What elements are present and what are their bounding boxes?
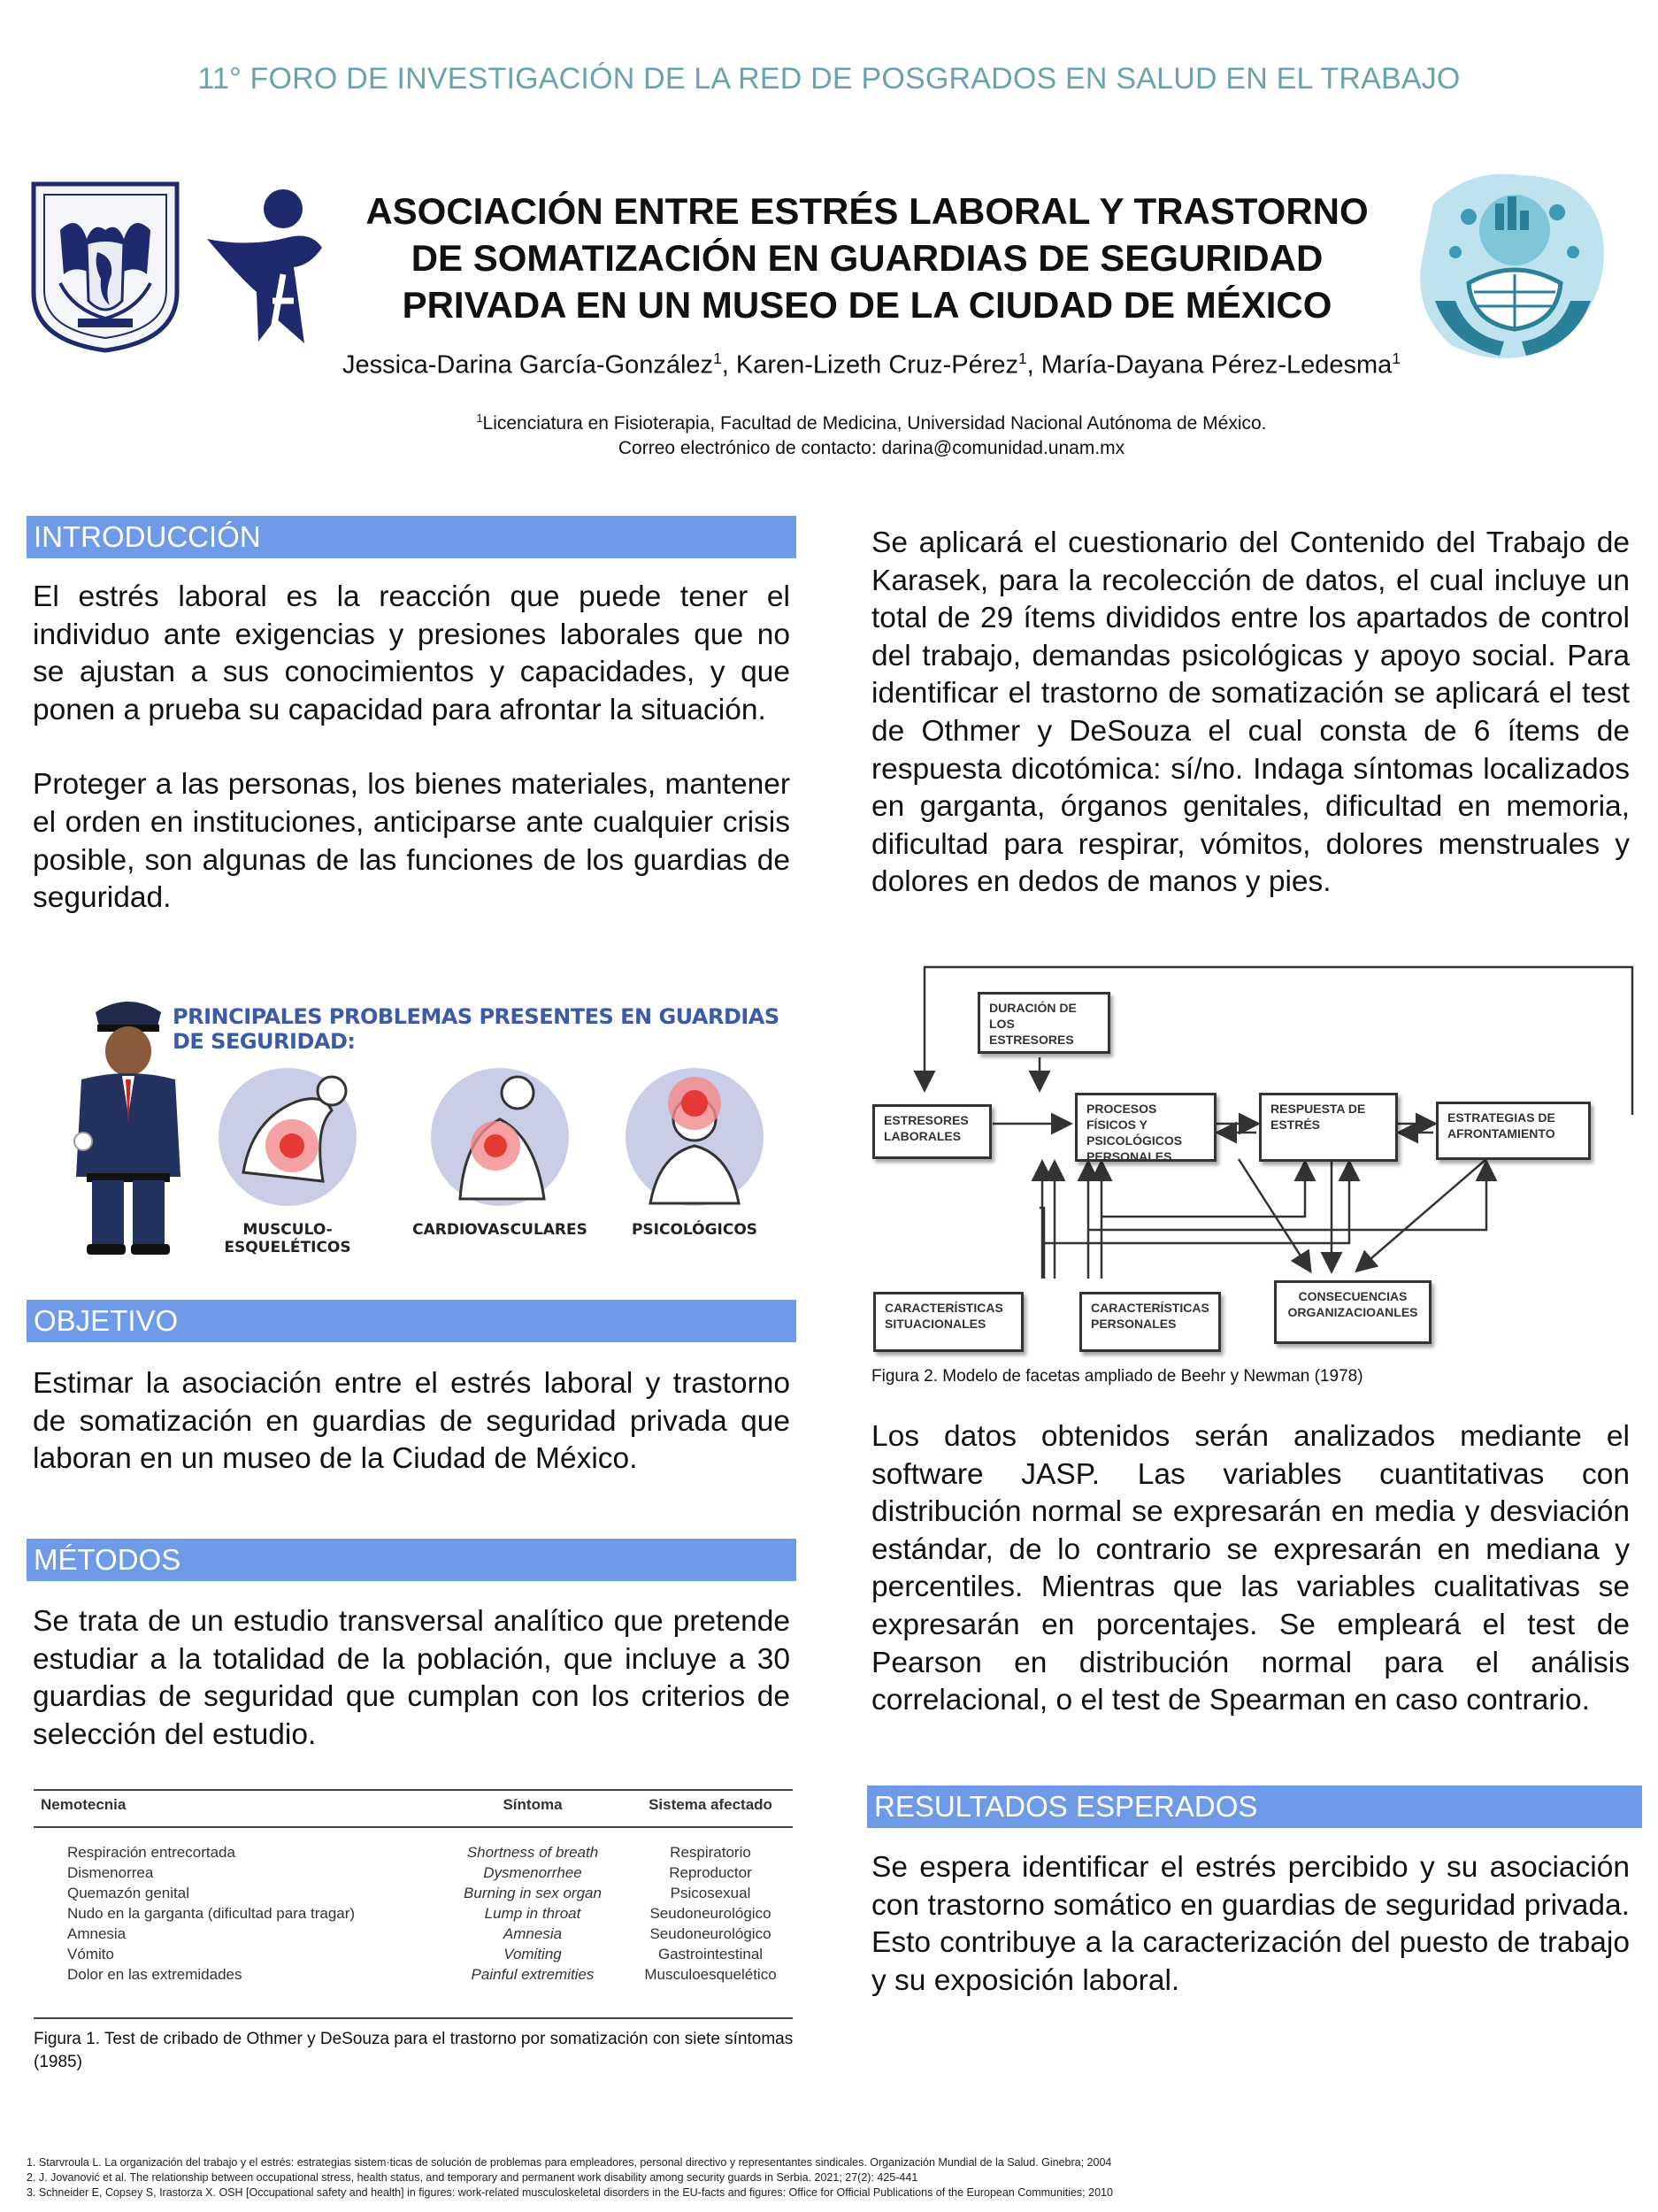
- author-2: Karen-Lizeth Cruz-Pérez: [735, 350, 1018, 380]
- box-procesos-personales: PROCESOS FÍSICOS Y PSICOLÓGICOS PERSONALES: [1075, 1093, 1217, 1162]
- box-caracteristicas-personales: CARACTERÍSTICAS PERSONALES: [1079, 1292, 1221, 1352]
- box-estresores-laborales: ESTRESORES LABORALES: [872, 1104, 992, 1159]
- back-pain-illustration: [199, 1048, 376, 1208]
- table-cell: Burning in sex organ: [464, 1885, 602, 1901]
- title-line-1: ASOCIACIÓN ENTRE ESTRÉS LABORAL Y TRASTORNO: [365, 190, 1369, 232]
- author-sep-2: ,: [1026, 350, 1041, 380]
- author-sep-1: ,: [721, 350, 736, 380]
- table-row: [34, 1903, 793, 1924]
- problem-label-cardio: CARDIOVASCULARES: [412, 1221, 587, 1239]
- box-duracion-estresores: DURACIÓN DE LOS ESTRESORES: [978, 992, 1110, 1054]
- author-3: María-Dayana Pérez-Ledesma: [1040, 350, 1393, 380]
- instrumentos-text: Se aplicará el cuestionario del Contenido del Trabajo de Karasek, para la recolección de datos, el cual incluye un total de 29 ítems divididos entre los apartados de control del trabajo, demandas psicológicas y apoyo social. Para identificar el trastorno de somatización se aplicará el test de Othmer y DeSouza el cual consta de 6 ítems de respuesta dicotómica: sí/no. Indaga síntomas localizados en garganta, órganos genitales, dificultad en memoria, dificultad para respirar, vómitos, dolores menstruales y dolores en dedos de manos y pies.: [871, 526, 1630, 899]
- problems-figure-title: PRINCIPALES PROBLEMAS PRESENTES EN GUARDIAS DE SEGURIDAD:: [173, 1004, 779, 1054]
- unam-seal-logo: [25, 177, 186, 354]
- fisioterapia-logo: [205, 186, 338, 345]
- affiliation-sup: 1: [476, 412, 483, 425]
- table-cell: Dolor en las extremidades: [67, 1966, 242, 1983]
- forum-title: 11° FORO DE INVESTIGACIÓN DE LA RED DE POSGRADOS EN SALUD EN EL TRABAJO: [197, 62, 1461, 96]
- table-cell: Shortness of breath: [466, 1844, 599, 1861]
- author-list: [327, 349, 1416, 380]
- table-cell: Amnesia: [503, 1925, 563, 1942]
- table-cell: Respiración entrecortada: [67, 1844, 235, 1861]
- box-consecuencias-organizacionales: CONSECUENCIAS ORGANIZACIOANLES: [1274, 1280, 1432, 1344]
- table-row: [34, 1842, 793, 1863]
- beehr-newman-diagram: [867, 960, 1637, 1354]
- table-cell: Musculoesquelético: [644, 1966, 777, 1983]
- contact-email: Correo electrónico de contacto: darina@comunidad.unam.mx: [618, 438, 1125, 458]
- table-cell: Dysmenorrhee: [483, 1864, 582, 1881]
- metodos-text: Se trata de un estudio transversal analítico que pretende estudiar a la totalidad de la población, que incluye a 30 guardias de seguridad que cumplan con los criterios de selección del estudio.: [33, 1605, 790, 1751]
- table-row: [34, 1883, 793, 1903]
- security-guard-illustration: [71, 991, 186, 1256]
- table-header-sistema: Sistema afectado: [628, 1791, 793, 1827]
- table-cell: Respiratorio: [670, 1844, 751, 1861]
- references: [27, 2155, 1637, 2200]
- table-row: [34, 1863, 793, 1883]
- figure-2-caption: Figura 2. Modelo de facetas ampliado de Beehr y Newman (1978): [871, 1367, 1363, 1386]
- affiliation: [327, 406, 1416, 461]
- table-header-nemotecnia: Nemotecnia: [34, 1791, 437, 1827]
- chest-pain-illustration: [411, 1048, 588, 1208]
- introduccion-paragraph-1: El estrés laboral es la reacción que puede tener el individuo ante exigencias y presiones laborales que no se ajustan a sus conocimientos y capacidades, y que ponen a prueba su capacidad para afrontar la situación.: [33, 580, 790, 726]
- box-caracteristicas-situacionales: CARACTERÍSTICAS SITUACIONALES: [873, 1292, 1024, 1352]
- reference-item-1: 1. Starvroula L. La organización del trabajo y el estrés: estrategias sistem·ticas de solución de problemas para empleadores, personal directivo y representantes sindicales. Organización Mundial de la Salud. Ginebra; 2004: [27, 2156, 1112, 2169]
- problems-figure: [53, 982, 787, 1265]
- section-header-metodos: MÉTODOS: [27, 1539, 796, 1581]
- title-line-3: PRIVADA EN UN MUSEO DE LA CIUDAD DE MÉXICO: [402, 284, 1332, 326]
- section-header-resultados: RESULTADOS ESPERADOS: [867, 1786, 1642, 1828]
- reference-item-3: 3. Schneider E, Copsey S, Irastorza X. OSH [Occupational safety and health] in figures: work-related musculoskeletal disorders in the EU-facts and figures: Office for Official Publications of the European Communities; 2010: [27, 2186, 1113, 2199]
- section-header-introduccion: INTRODUCCIÓN: [27, 516, 796, 558]
- othmer-table: [34, 1789, 793, 2019]
- analisis-text: Los datos obtenidos serán analizados mediante el software JASP. Las variables cuantitativas con distribución normal se expresarán en media y desviación estándar, de lo contrario se expresarán en mediana y percentiles. Mientras que las variables cualitativas se expresarán en porcentajes. Se empleará el test de Pearson en distribución normal para el análisis correlacional, o el test de Spearman en caso contrario.: [871, 1420, 1630, 1717]
- author-1: Jessica-Darina García-González: [342, 350, 714, 380]
- introduccion-paragraph-2: Proteger a las personas, los bienes materiales, mantener el orden en instituciones, anticiparse ante cualquier crisis posible, son algunas de las funciones de los guardias de seguridad.: [33, 768, 790, 915]
- section-header-objetivo: OBJETIVO: [27, 1300, 796, 1342]
- table-cell: Quemazón genital: [67, 1885, 189, 1901]
- table-cell: Psicosexual: [670, 1885, 751, 1901]
- problem-label-musculo: MUSCULO-ESQUELÉTICOS: [224, 1221, 351, 1256]
- table-cell: Lump in throat: [484, 1905, 581, 1922]
- table-row: [34, 1964, 793, 1985]
- table-cell: Painful extremities: [471, 1966, 595, 1983]
- reference-item-2: 2. J. Jovanović et al. The relationship between occupational stress, health status, and temporary and permanent work disability among security guards in Serbia. 2021; 27(2): 425-441: [27, 2171, 918, 2184]
- table-cell: Seudoneurológico: [649, 1925, 771, 1942]
- title-line-2: DE SOMATIZACIÓN EN GUARDIAS DE SEGURIDAD: [411, 237, 1324, 279]
- poster-title: [336, 188, 1398, 328]
- table-cell: Reproductor: [669, 1864, 752, 1881]
- introduccion-text: [33, 579, 790, 918]
- box-estrategias-afrontamiento: ESTRATEGIAS DE AFRONTAMIENTO: [1436, 1102, 1591, 1160]
- resultados-text: Se espera identificar el estrés percibido y su asociación con trastorno somático en guardias de seguridad privada. Esto contribuye a la caracterización del puesto de trabajo y su exposición laboral.: [871, 1851, 1630, 1997]
- table-row: [34, 1944, 793, 1964]
- table-cell: Vómito: [67, 1946, 114, 1962]
- author-3-sup: 1: [1392, 349, 1401, 367]
- othmer-table-grid: [34, 1791, 793, 1985]
- author-1-sup: 1: [713, 349, 722, 367]
- author-2-sup: 1: [1018, 349, 1027, 367]
- objetivo-text: Estimar la asociación entre el estrés laboral y trastorno de somatización en guardias de seguridad privada que laboran en un museo de la Ciudad de México.: [33, 1367, 790, 1476]
- headache-illustration: [606, 1048, 783, 1208]
- table-cell: Vomiting: [503, 1946, 562, 1962]
- table-row: [34, 1924, 793, 1944]
- table-cell: Seudoneurológico: [649, 1905, 771, 1922]
- affiliation-text: Licenciatura en Fisioterapia, Facultad de Medicina, Universidad Nacional Autónoma de México.: [482, 413, 1267, 434]
- table-header-row: [34, 1791, 793, 1827]
- box-respuesta-estres: RESPUESTA DE ESTRÉS: [1259, 1093, 1398, 1162]
- table-cell: Amnesia: [67, 1925, 127, 1942]
- table-cell: Nudo en la garganta (dificultad para tragar): [67, 1905, 356, 1922]
- globe-hands-logo: [1416, 168, 1610, 372]
- table-cell: Dismenorrea: [67, 1864, 154, 1881]
- table-cell: Gastrointestinal: [657, 1946, 764, 1962]
- problem-label-psico: PSICOLÓGICOS: [631, 1221, 758, 1239]
- table-header-sintoma: Síntoma: [437, 1791, 628, 1827]
- figure-1-caption: Figura 1. Test de cribado de Othmer y DeSouza para el trastorno por somatización con siete síntomas (1985): [34, 2030, 794, 2071]
